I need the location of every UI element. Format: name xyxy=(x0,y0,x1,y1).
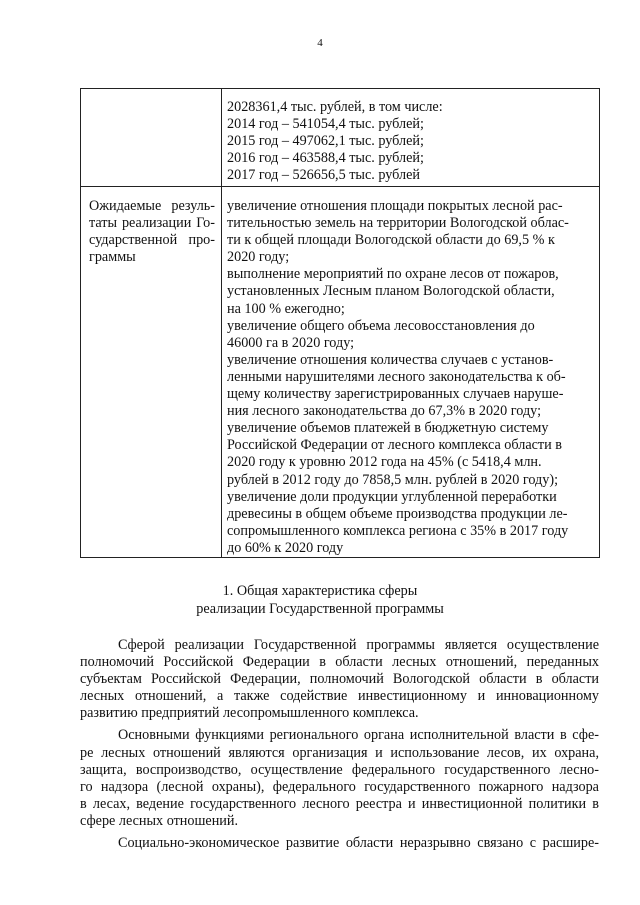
text-line: 2016 год – 463588,4 тыс. рублей; xyxy=(227,150,424,167)
program-passport-table xyxy=(80,88,600,558)
text-line: Основными функциями регионального органа исполнительной власти в сфе- xyxy=(118,727,599,744)
text-line: на 100 % ежегодно; xyxy=(227,300,345,317)
paragraph xyxy=(80,637,599,722)
text-line: щему количеству зарегистрированных случаев наруше- xyxy=(227,386,564,403)
funding-text xyxy=(222,89,599,184)
text-line: 2020 году; xyxy=(227,249,290,266)
text-line: 46000 га в 2020 году; xyxy=(227,334,355,351)
text-line: 2017 год – 526656,5 тыс. рублей xyxy=(227,167,420,184)
text-line: го надзора (лесной охраны), федерального государственного пожарного надзора xyxy=(80,778,599,795)
row-label xyxy=(81,89,221,100)
text-line: Социально-экономическое развитие области неразрывно связано с расшире- xyxy=(118,835,599,852)
text-line: ре лесных отношений являются организация и использование лесов, их охрана, xyxy=(80,744,599,761)
expected-results-text xyxy=(222,187,599,557)
table-row-funding xyxy=(81,89,600,187)
paragraph xyxy=(80,835,599,852)
text-line: рублей в 2012 году до 7858,5 млн. рублей в 2020 году); xyxy=(227,471,559,488)
text-line: сударственной про- xyxy=(89,232,215,249)
table-row-expected-results xyxy=(81,187,600,558)
text-line: установленных Лесным планом Вологодской области, xyxy=(227,283,555,300)
text-line: развитию предприятий лесопромышленного комплекса. xyxy=(80,705,419,722)
text-line: ти к общей площади Вологодской области до 69,5 % к xyxy=(227,232,555,249)
text-line: выполнение мероприятий по охране лесов от пожаров, xyxy=(227,266,559,283)
table-cell-label xyxy=(81,187,222,558)
body-text xyxy=(80,637,599,852)
text-line: тительностью земель на территории Вологодской облас- xyxy=(227,215,569,232)
row-label xyxy=(81,187,221,266)
table-cell-value xyxy=(222,187,600,558)
text-line: Ожидаемые резуль- xyxy=(89,198,215,214)
text-line: полномочий Российской Федерации в области лесных отношений, переданных xyxy=(80,654,599,671)
paragraph xyxy=(80,727,599,830)
text-line: Сферой реализации Государственной программы является осуществление xyxy=(118,637,599,653)
section-title-line: реализации Государственной программы xyxy=(196,601,444,617)
text-line: до 60% к 2020 году xyxy=(227,539,344,556)
text-line: граммы xyxy=(89,249,136,266)
text-line: 2020 году к уровню 2012 года на 45% (с 5418,4 млн. xyxy=(227,454,542,471)
section-title-line: 1. Общая характеристика сферы xyxy=(222,583,418,599)
text-line: увеличение общего объема лесовосстановления до xyxy=(227,317,535,334)
text-line: защита, воспроизводство, осуществление федерального государственного лесно- xyxy=(80,761,599,778)
text-line: субъектам Российской Федерации, полномочий Вологодской области в области xyxy=(80,671,599,688)
table-cell-value xyxy=(222,89,600,187)
text-line: увеличение отношения площади покрытых лесной рас- xyxy=(227,198,563,214)
text-line: 2015 год – 497062,1 тыс. рублей; xyxy=(227,133,424,150)
text-line: ния лесного законодательства до 67,3% в 2020 году; xyxy=(227,403,542,420)
section-heading xyxy=(0,582,640,618)
table-cell-label xyxy=(81,89,222,187)
text-line: увеличение объемов платежей в бюджетную систему xyxy=(227,420,549,437)
text-line: лесных отношений, а также содействие инвестиционному и инновационному xyxy=(80,688,599,705)
text-line: в лесах, ведение государственного лесного реестра и инвестиционной политики в xyxy=(80,795,599,812)
text-line: увеличение отношения количества случаев с установ- xyxy=(227,351,554,368)
text-line: таты реализации Го- xyxy=(89,215,215,232)
text-line: 2028361,4 тыс. рублей, в том числе: xyxy=(227,99,443,115)
page-number: 4 xyxy=(317,37,323,49)
text-line: ленными нарушителями лесного законодательства к об- xyxy=(227,368,566,385)
text-line: сопромышленного комплекса региона с 35% в 2017 году xyxy=(227,522,569,539)
text-line: увеличение доли продукции углубленной переработки xyxy=(227,488,557,505)
text-line: сфере лесных отношений. xyxy=(80,812,239,829)
text-line: древесины в общем объеме производства продукции ле- xyxy=(227,505,568,522)
text-line: Российской Федерации от лесного комплекса области в xyxy=(227,437,562,454)
text-line: 2014 год – 541054,4 тыс. рублей; xyxy=(227,116,424,133)
